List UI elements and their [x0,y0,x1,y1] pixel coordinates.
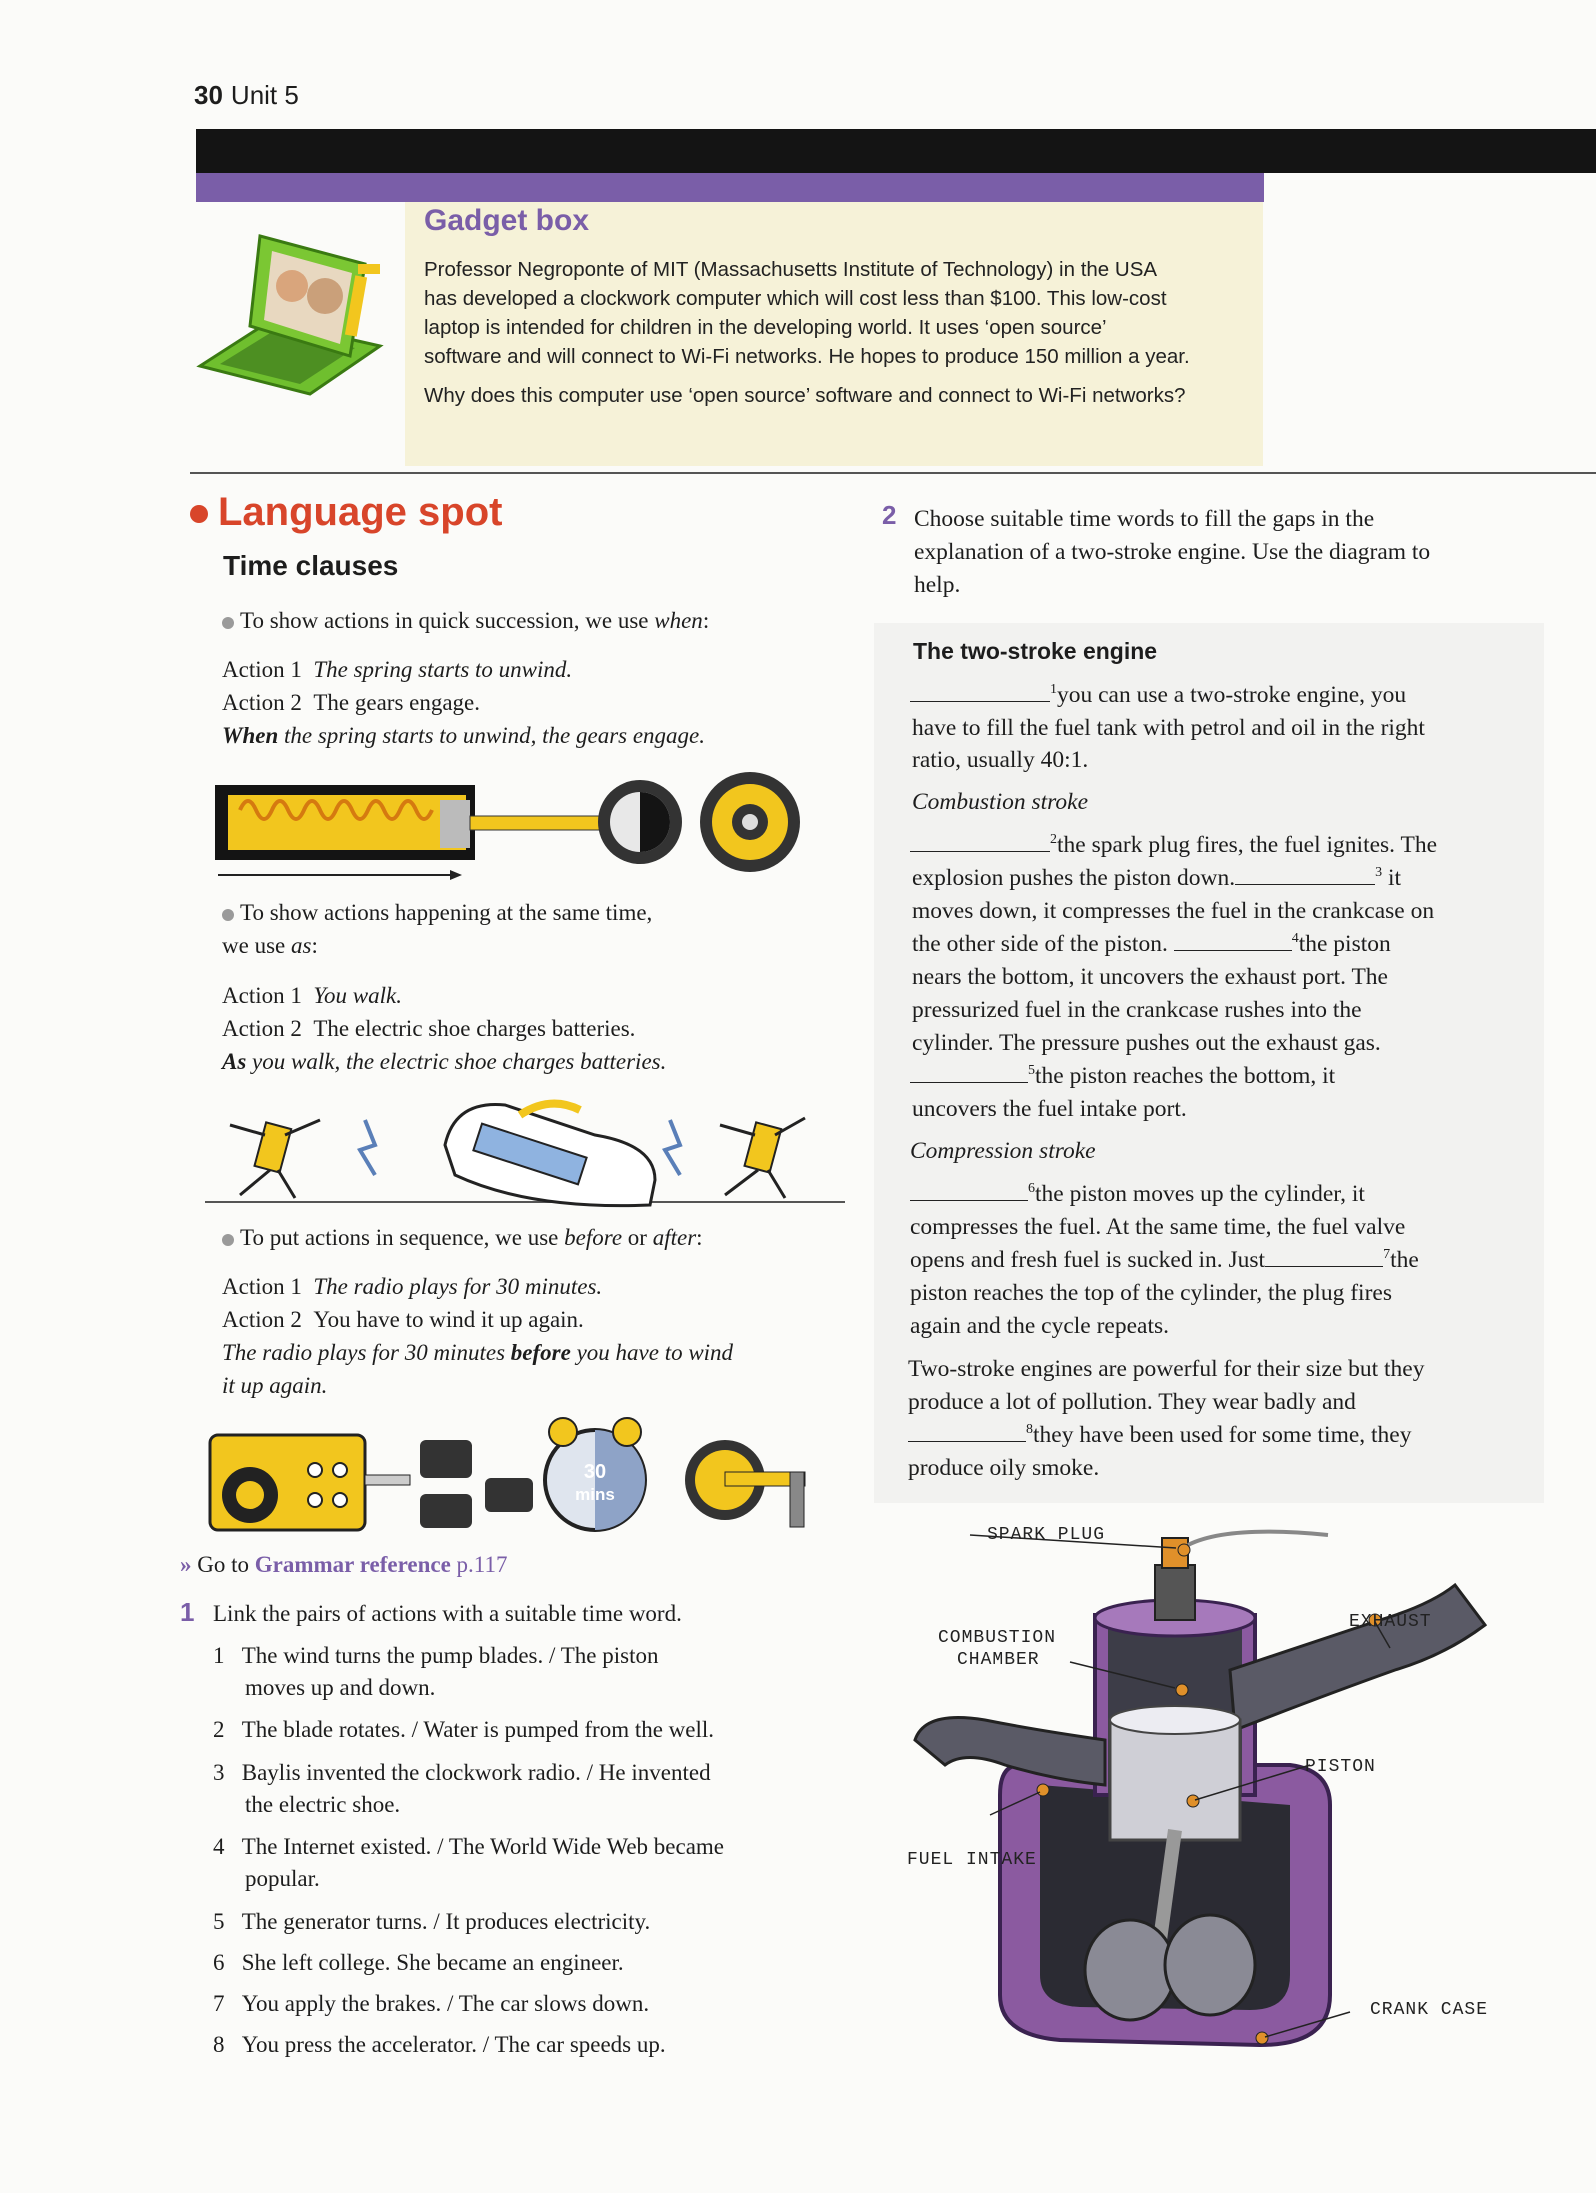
exercise-instruction: Choose suitable time words to fill the gaps in the [914,506,1375,532]
label-crank-case: CRANK CASE [1370,2000,1489,2020]
header-accent-bar [196,173,1264,202]
reading-line: ratio, usually 40:1. [912,747,1089,773]
reading-line: $^8$they have been used for some time, they [908,1422,1412,1449]
exercise-item: 4 The Internet existed. / The World Wide Web became [213,1834,725,1859]
exercise-number: 2 [882,500,897,530]
label-exhaust: EXHAUST [1349,1612,1432,1632]
gap-5[interactable] [910,1064,1028,1083]
exercise-instruction: Link the pairs of actions with a suitable time word. [213,1601,682,1626]
gadget-text-line: software and will connect to Wi-Fi networks. He hopes to produce 150 million a year. [424,345,1190,368]
reading-line: piston reaches the top of the cylinder, the plug fires [910,1280,1392,1306]
reading-title: The two-stroke engine [913,638,1158,664]
double-chevron-icon: » [180,1552,192,1577]
section-before-after-intro: To put actions in sequence, we use before or after: [222,1225,703,1251]
bullet-icon [222,1234,234,1246]
example-sentence-cont: it up again. [222,1373,328,1398]
reading-line: the other side of the piston. $^4$the piston [912,931,1391,957]
gap-3[interactable] [1235,866,1375,885]
label-piston: PISTON [1305,1757,1376,1777]
header-bar [196,129,1596,173]
exercise-item: 5 The generator turns. / It produces electricity. [213,1909,651,1934]
laptop-image [180,216,390,416]
exercise-instruction: help. [914,572,961,598]
section-as-intro-cont: we use as: [222,933,318,958]
reading-line: uncovers the fuel intake port. [912,1096,1187,1122]
example-sentence: As you walk, the electric shoe charges batteries. [222,1049,667,1074]
spring-gears-illustration [210,770,850,890]
exercise-instruction: explanation of a two-stroke engine. Use the diagram to [914,539,1431,565]
gap-1[interactable] [910,683,1050,702]
action-2-line: Action 2 You have to wind it up again. [222,1307,584,1332]
example-sentence: When the spring starts to unwind, the gears engage. [222,723,706,748]
combustion-heading: Combustion stroke [912,789,1089,815]
reading-line: nears the bottom, it uncovers the exhaust port. The [912,964,1388,990]
reading-line: opens and fresh fuel is sucked in. Just $^7$the [910,1247,1419,1273]
reading-line: $^2$the spark plug fires, the fuel ignites. The [910,832,1437,859]
radio-clock-illustration [205,1410,845,1540]
exercise-item-cont: moves up and down. [245,1675,436,1700]
bullet-icon [222,617,234,629]
page-number: 30 [194,80,223,110]
page-header [194,80,299,111]
label-fuel-intake: FUEL INTAKE [907,1850,1037,1870]
two-stroke-engine-diagram [890,1510,1530,2070]
reading-line: pressurized fuel in the crankcase rushes into the [912,997,1362,1023]
action-2-line: Action 2 The electric shoe charges batteries. [222,1016,636,1041]
action-1-line: Action 1 The spring starts to unwind. [222,657,573,682]
reading-line: $^6$the piston moves up the cylinder, it [910,1181,1365,1208]
compression-heading: Compression stroke [910,1138,1096,1164]
time-clauses-subheading: Time clauses [223,550,399,581]
label-combustion-chamber: CHAMBER [957,1650,1040,1670]
gap-4[interactable] [1174,932,1292,951]
gadget-text-line: laptop is intended for children in the developing world. It uses ‘open source’ [424,316,1107,339]
reading-line: $^1$you can use a two-stroke engine, you [910,682,1406,709]
reading-line: compresses the fuel. At the same time, the fuel valve [910,1214,1406,1240]
bullet-icon [190,505,208,523]
reading-line: $^5$the piston reaches the bottom, it [910,1063,1335,1090]
gadget-text-line: Professor Negroponte of MIT (Massachusetts Institute of Technology) in the USA [424,258,1158,281]
section-divider [190,472,1596,474]
gadget-box-title: Gadget box [424,204,590,237]
reading-line: produce a lot of pollution. They wear badly and [908,1389,1356,1415]
label-spark-plug: SPARK PLUG [987,1525,1106,1545]
action-1-line: Action 1 You walk. [222,983,402,1008]
section-when-intro: To show actions in quick succession, we use when: [222,608,709,634]
action-2-line: Action 2 The gears engage. [222,690,481,715]
gap-2[interactable] [910,833,1050,852]
unit-label: Unit 5 [230,80,299,110]
clock-label: 30 [583,1461,607,1483]
clock-label: mins [575,1485,615,1504]
gadget-text-line: has developed a clockwork computer which will cost less than $100. This low-cost [424,287,1167,310]
exercise-item-cont: the electric shoe. [245,1792,401,1817]
reading-line: moves down, it compresses the fuel in the crankcase on [912,898,1435,924]
example-sentence: The radio plays for 30 minutes before you have to wind [222,1340,734,1365]
exercise-item: 6 She left college. She became an engineer. [213,1950,624,1975]
reading-line: Two-stroke engines are powerful for their size but they [908,1356,1425,1382]
gap-8[interactable] [908,1423,1026,1442]
gap-7[interactable] [1265,1248,1383,1267]
exercise-item: 2 The blade rotates. / Water is pumped from the well. [213,1717,715,1742]
language-spot-heading: Language spot [190,490,502,535]
exercise-number: 1 [180,1597,195,1627]
reading-line: again and the cycle repeats. [910,1313,1170,1339]
gap-6[interactable] [910,1182,1028,1201]
exercise-item: 1 The wind turns the pump blades. / The piston [213,1643,659,1668]
reading-line: produce oily smoke. [908,1455,1100,1481]
exercise-item-cont: popular. [245,1866,320,1891]
grammar-reference-link[interactable]: » Go to Grammar reference p.117 [180,1552,508,1577]
action-1-line: Action 1 The radio plays for 30 minutes. [222,1274,603,1299]
bullet-icon [222,909,234,921]
electric-shoe-illustration [200,1090,850,1210]
exercise-item: 8 You press the accelerator. / The car speeds up. [213,2032,666,2057]
exercise-item: 7 You apply the brakes. / The car slows down. [213,1991,650,2016]
label-combustion-chamber: COMBUSTION [938,1628,1057,1648]
reading-line: explosion pushes the piston down. $^3$ it [912,865,1402,891]
reading-line: cylinder. The pressure pushes out the exhaust gas. [912,1030,1381,1056]
section-as-intro: To show actions happening at the same time, [222,900,652,926]
reading-line: have to fill the fuel tank with petrol and oil in the right [912,715,1425,741]
gadget-question: Why does this computer use ‘open source’ software and connect to Wi-Fi networks? [424,384,1186,407]
exercise-item: 3 Baylis invented the clockwork radio. / He invented [213,1760,711,1785]
